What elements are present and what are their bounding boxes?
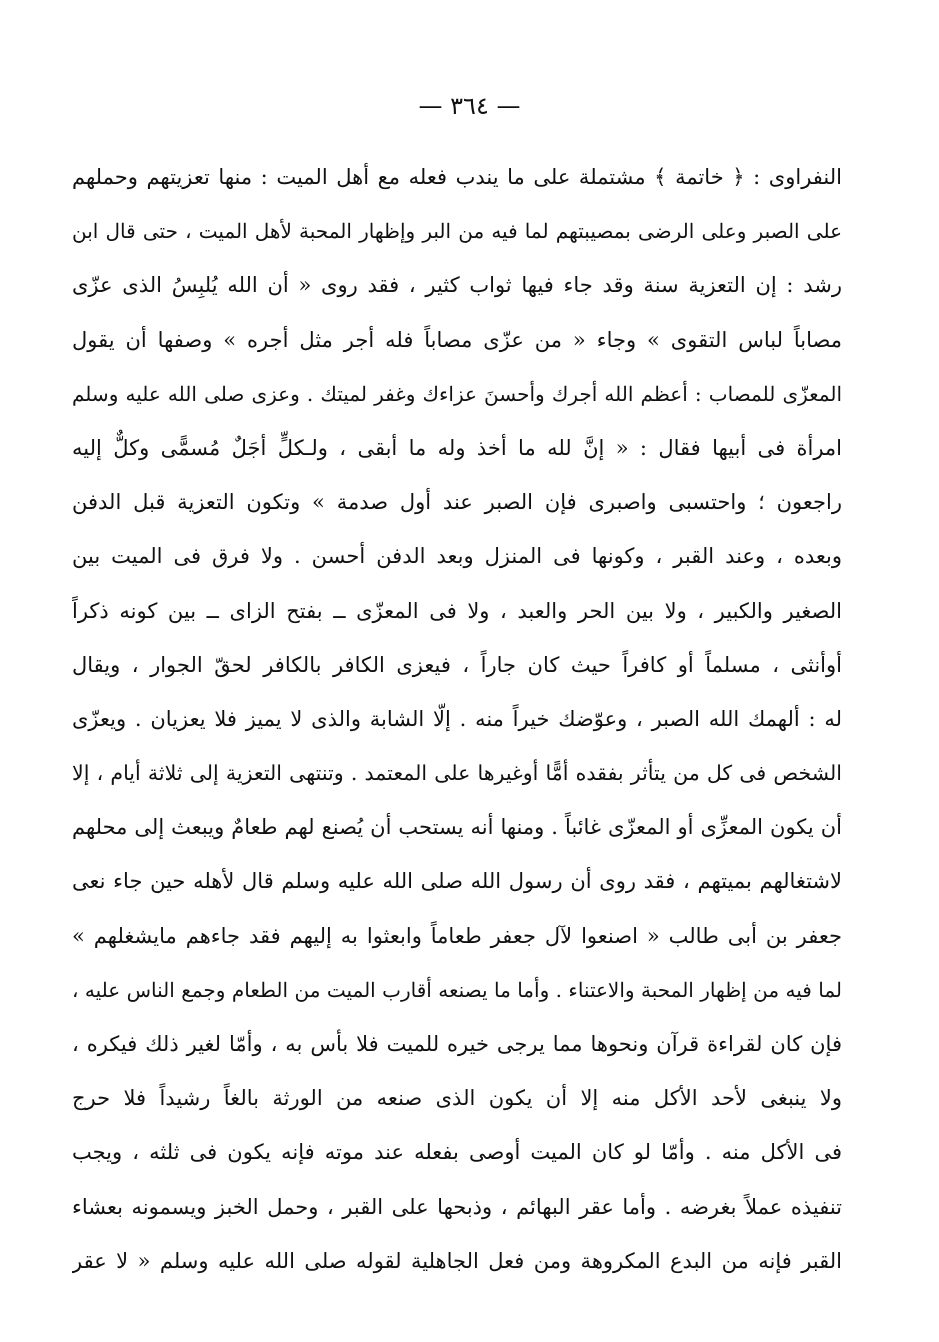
text-line: المعزّى للمصاب : أعظم الله أجرك وأحسنَ عزاءك وغفر لميتك . وعزى صلى الله عليه وسلم [72,381,842,406]
page-number: — ٣٦٤ — [418,92,521,120]
text-line: لاشتغالهم بميتهم ، فقد روى أن رسول الله صلى الله عليه وسلم قال لأهله حين جاء نعى [72,869,842,894]
text-line: مصاباً لباس التقوى » وجاء « من عزّى مصاباً فله أجر مثل أجره » وصفها أن يقول [72,327,842,352]
text-line: الصغير والكبير ، ولا بين الحر والعبد ، ولا فى المعزّى ــ بفتح الزاى ــ بين كونه ذكراً [72,598,842,623]
text-line: أوأنثى ، مسلماً أو كافراً حيث كان جاراً ، فيعزى الكافر بالكافر لحقّ الجوار ، ويقال [72,652,842,677]
text-line: ولا ينبغى لأحد الأكل منه إلا أن يكون الذى صنعه من الورثة بالغاً رشيداً فلا حرج [72,1086,842,1111]
text-line: أن يكون المعزِّى أو المعزّى غائباً . ومنها أنه يستحب أن يُصنع لهم طعامٌ ويبعث إلى محلهم [72,815,842,840]
text-line: له : ألهمك الله الصبر ، وعوّضك خيراً منه . إلّا الشابة والذى لا يميز فلا يعزيان . ويعزّى [72,706,842,731]
body-text [72,150,842,1288]
text-line: رشد : إن التعزية سنة وقد جاء فيها ثواب كثير ، فقد روى « أن الله يُلبِسُ الذى عزّى [72,273,842,298]
text-line: النفراوى : ﴿ خاتمة ﴾ مشتملة على ما يندب فعله مع أهل الميت : منها تعزيتهم وحملهم [72,165,842,189]
text-line: القبر فإنه من البدع المكروهة ومن فعل الجاهلية لقوله صلى الله عليه وسلم « لا عقر [72,1248,842,1273]
text-line: امرأة فى أبيها فقال : « إنَّ لله ما أخذ وله ما أبقى ، ولـكلٍّ أجَلٌ مُسمًّى وكلٌّ إليه [72,435,842,460]
text-line: الشخص فى كل من يتأثر بفقده أمًّا أوغيرها على المعتمد . وتنتهى التعزية إلى ثلاثة أيام ، إلا [72,761,842,786]
text-line: فى الأكل منه . وأمّا لو كان الميت أوصى بفعله عند موته فإنه يكون فى ثلثه ، ويجب [72,1140,842,1165]
text-line: تنفيذه عملاً بغرضه . وأما عقر البهائم ، وذبحها على القبر ، وحمل الخبز ويسمونه بعشاء [72,1194,842,1219]
text-line: فإن كان لقراءة قرآن ونحوها مما يرجى خيره للميت فلا بأس به ، وأمّا لغير ذلك فيكره ، [72,1032,842,1056]
text-line: جعفر بن أبى طالب « اصنعوا لآل جعفر طعاماً وابعثوا به إليهم فقد جاءهم مايشغلهم » [72,923,842,948]
text-line: لما فيه من إظهار المحبة والاعتناء . وأما ما يصنعه أقارب الميت من الطعام وجمع الناس عليه ، [72,977,842,1002]
text-line: وبعده ، وعند القبر ، وكونها فى المنزل وبعد الدفن أحسن . ولا فرق فى الميت بين [72,544,842,569]
text-line: راجعون ؛ واحتسبى واصبرى فإن الصبر عند أول صدمة » وتكون التعزية قبل الدفن [72,490,842,515]
text-line: على الصبر وعلى الرضى بمصيبتهم لما فيه من البر وإظهار المحبة لأهل الميت ، حتى قال ابن [72,219,842,244]
